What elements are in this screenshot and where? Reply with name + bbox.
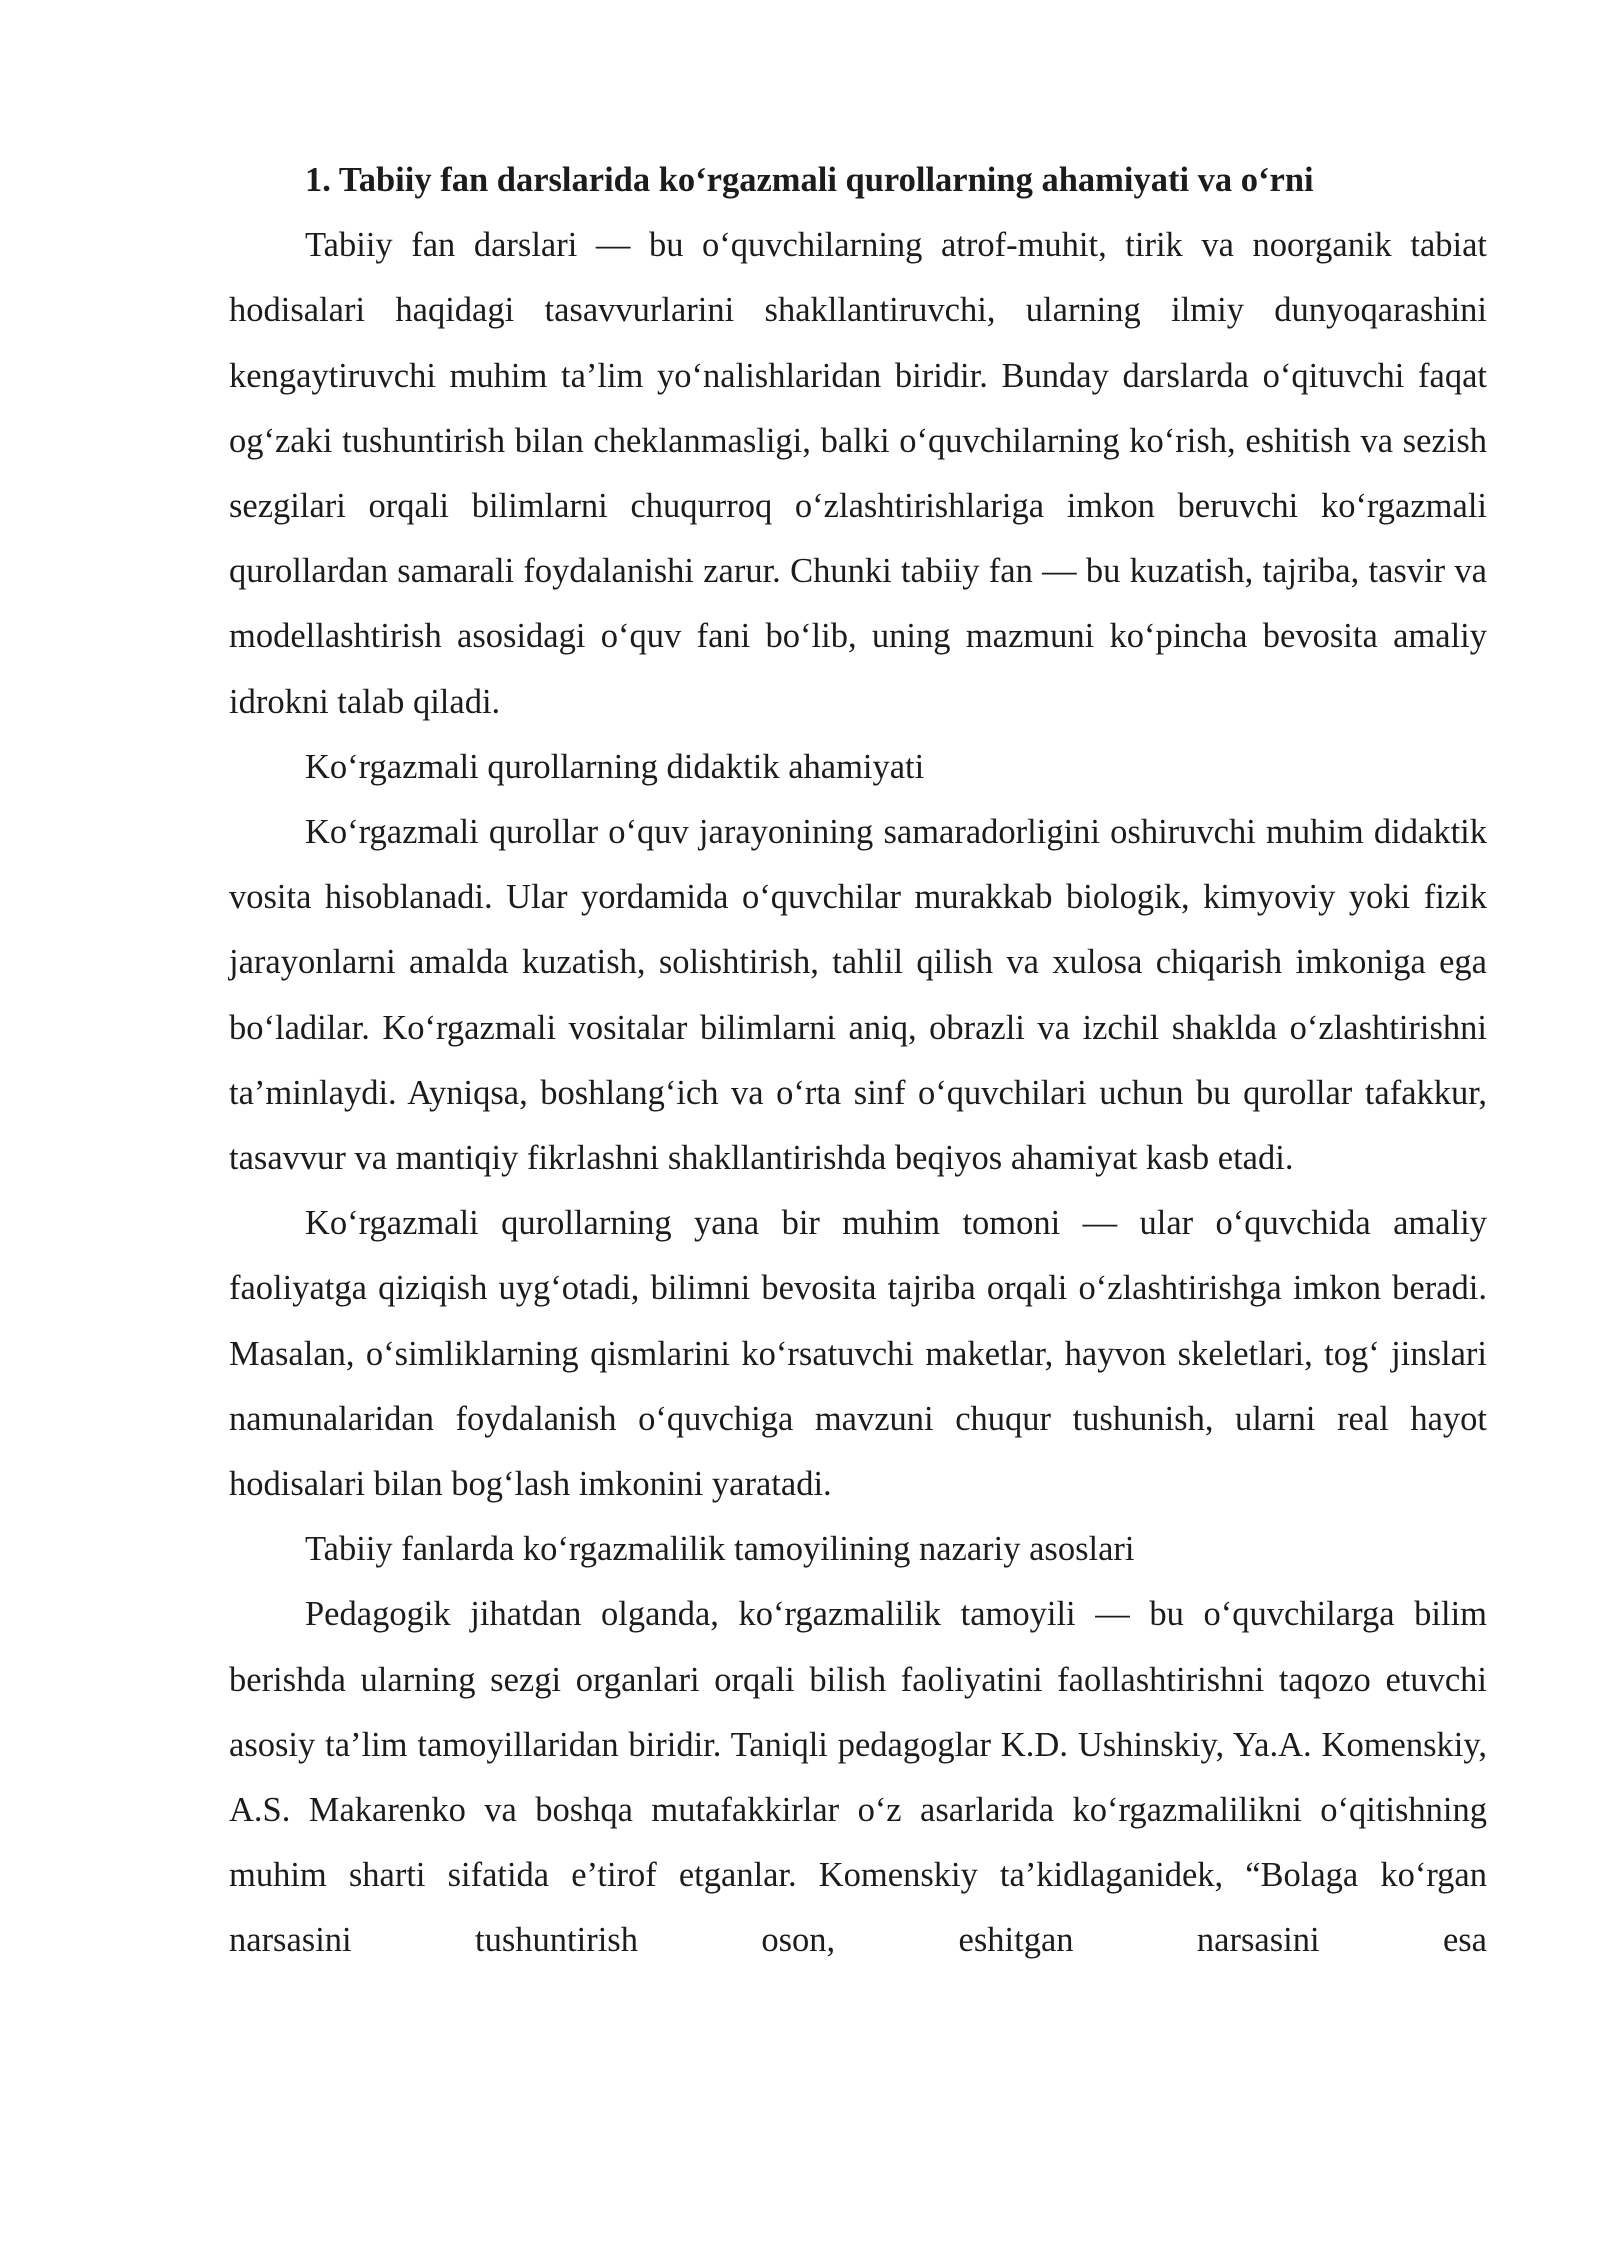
paragraph-didactic-tool: Ko‘rgazmali qurollar o‘quv jarayonining samaradorligini oshiruvchi muhim didaktik vosita hisoblanadi. Ular yordamida o‘quvchilar murakkab biologik, kimyoviy yoki fizik jarayonlarni amalda kuzatish, solishtirish, tahlil qilish va xulosa chiqarish imkoniga ega bo‘ladilar. Ko‘rgazmali vositalar bilimlarni aniq, obrazli va izchil shaklda o‘zlashtirishni ta’minlaydi. Ayniqsa, boshlang‘ich va o‘rta sinf o‘quvchilari uchun bu qurollar tafakkur, tasavvur va mantiqiy fikrlashni shakllantirishda beqiyos ahamiyat kasb etadi.	[229, 813, 1487, 1178]
section-heading: 1. Tabiiy fan darslarida ko‘rgazmali qurollarning ahamiyati va o‘rni	[305, 161, 1314, 199]
document-body	[229, 148, 1487, 1974]
paragraph-pedagogical-principle: Pedagogik jihatdan olganda, ko‘rgazmalilik tamoyili — bu o‘quvchilarga bilim berishda ularning sezgi organlari orqali bilish faoliyatini faollashtirishni taqozo etuvchi asosiy ta’lim tamoyillaridan biridir. Taniqli pedagoglar K.D. Ushinskiy, Ya.A. Komenskiy, A.S. Makarenko va boshqa mutafakkirlar o‘z asarlarida ko‘rgazmalilikni o‘qitishning muhim sharti sifatida e’tirof etganlar. Komenskiy ta’kidlaganidek, “Bolaga ko‘rgan narsasini tushuntirish oson, eshitgan narsasini esa	[229, 1595, 1487, 1960]
paragraph-practical-interest: Ko‘rgazmali qurollarning yana bir muhim tomoni — ular o‘quvchida amaliy faoliyatga qiziqish uyg‘otadi, bilimni bevosita tajriba orqali o‘zlashtirishga imkon beradi. Masalan, o‘simliklarning qismlarini ko‘rsatuvchi maketlar, hayvon skeletlari, tog‘ jinslari namunalaridan foydalanish o‘quvchiga mavzuni chuqur tushunish, ularni real hayot hodisalari bilan bog‘lash imkonini yaratadi.	[229, 1204, 1487, 1504]
subheading-didactic-importance: Ko‘rgazmali qurollarning didaktik ahamiyati	[305, 747, 925, 786]
subheading-theoretical-foundations: Tabiiy fanlarda ko‘rgazmalilik tamoyilining nazariy asoslari	[305, 1530, 1135, 1569]
paragraph-intro: Tabiiy fan darslari — bu o‘quvchilarning atrof-muhit, tirik va noorganik tabiat hodisalari haqidagi tasavvurlarini shakllantiruvchi, ularning ilmiy dunyoqarashini kengaytiruvchi muhim ta’lim yo‘nalishlaridan biridir. Bunday darslarda o‘qituvchi faqat og‘zaki tushuntirish bilan cheklanmasligi, balki o‘quvchilarning ko‘rish, eshitish va sezish sezgilari orqali bilimlarni chuqurroq o‘zlashtirishlariga imkon beruvchi ko‘rgazmali qurollardan samarali foydalanishi zarur. Chunki tabiiy fan — bu kuzatish, tajriba, tasvir va modellashtirish asosidagi o‘quv fani bo‘lib, uning mazmuni ko‘pincha bevosita amaliy idrokni talab qiladi.	[229, 226, 1487, 721]
